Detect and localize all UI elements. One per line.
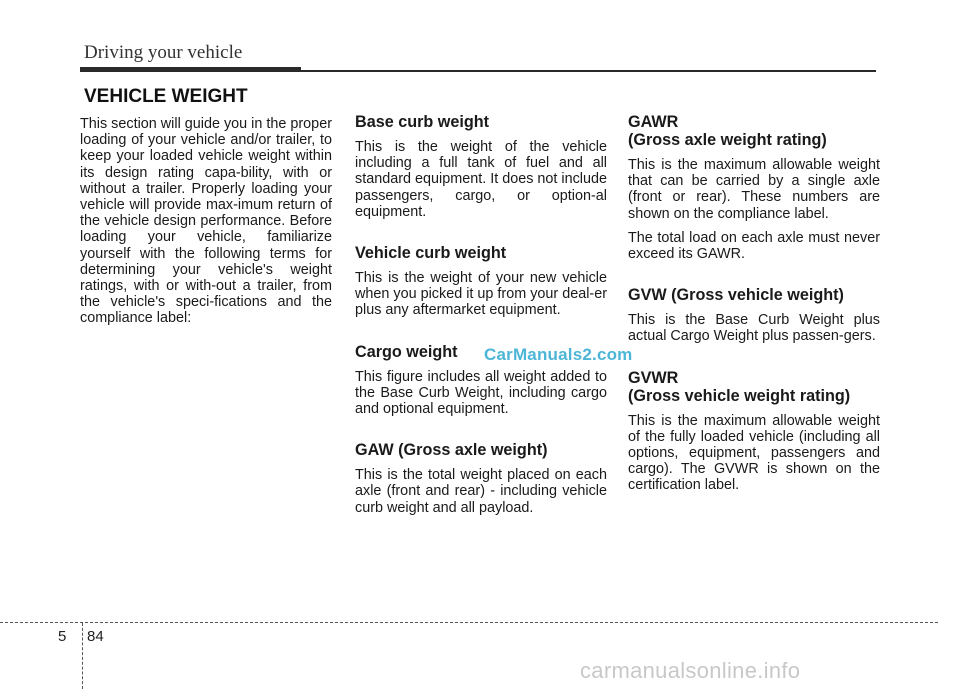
gawr-heading (628, 113, 880, 149)
vehicle-curb-weight-text: This is the weight of your new vehicle when you picked it up from your deal-er plus any aftermarket equipment. (355, 270, 607, 319)
intro-paragraph: This section will guide you in the proper loading of your vehicle and/or trailer, to keep your loaded vehicle weight within its design rating capa-bility, with or without a trailer. Properly loading your vehicle will provide max-imum return of the vehicle design performance. Before loading your vehicle, familiarize yourself with the following terms for determining your vehicle's weight ratings, with or with-out a trailer, from the vehicle's speci-fications and the compliance label: (80, 116, 332, 327)
header-rule-thin (301, 70, 876, 72)
base-curb-weight-heading: Base curb weight (355, 113, 490, 131)
gaw-text: This is the total weight placed on each axle (front and rear) - including vehicle curb weight and all payload. (355, 467, 607, 516)
footer-divider (82, 623, 83, 689)
footer-watermark[interactable]: carmanualsonline.info (580, 658, 801, 683)
gaw-heading: GAW (Gross axle weight) (355, 441, 548, 460)
cargo-weight-text: This figure includes all weight added to the Base Curb Weight, including cargo and optional equipment. (355, 368, 607, 418)
gawr-heading-line2: (Gross axle weight rating) (628, 131, 827, 149)
page-number: 84 (87, 628, 104, 645)
vehicle-curb-weight-heading: Vehicle curb weight (355, 244, 507, 263)
base-curb-weight-text: This is the weight of the vehicle including a full tank of fuel and all standard equipment. It does not include passengers, cargo, or option-al equipment. (355, 139, 608, 220)
gawr-block (628, 113, 880, 262)
base-curb-weight-block (355, 113, 607, 220)
gvwr-heading-line2: (Gross vehicle weight rating) (628, 386, 851, 405)
section-title: VEHICLE WEIGHT (84, 86, 248, 107)
gaw-block (355, 441, 607, 516)
gvw-block (628, 286, 880, 344)
gvwr-heading (628, 369, 880, 405)
gvwr-text: This is the maximum allowable weight of the fully loaded vehicle (including all options, equipment, passengers and cargo). The GVWR is shown on the certification label. (628, 412, 880, 494)
gvw-heading: GVW (Gross vehicle weight) (628, 286, 844, 305)
gawr-text: This is the maximum allowable weight that can be carried by a single axle (front or rear). These numbers are shown on the compliance label. (628, 157, 880, 222)
gawr-heading-line1: GAWR (628, 113, 679, 131)
column-2 (355, 113, 607, 540)
gawr-note: The total load on each axle must never exceed its GAWR. (628, 229, 880, 263)
gvwr-heading-line1: GVWR (628, 368, 679, 387)
column-3 (628, 113, 880, 518)
header-rule-thick (80, 67, 301, 72)
watermark-link[interactable]: CarManuals2.com (484, 345, 633, 364)
vehicle-curb-weight-block (355, 244, 607, 319)
gvwr-block (628, 369, 880, 494)
footer-rule (0, 622, 938, 623)
gvw-text: This is the Base Curb Weight plus actual Cargo Weight plus passen-gers. (628, 312, 880, 345)
page-chapter: 5 (58, 628, 67, 645)
column-1 (80, 116, 332, 327)
cargo-weight-heading: Cargo weight (355, 342, 458, 361)
header-title: Driving your vehicle (84, 42, 243, 63)
